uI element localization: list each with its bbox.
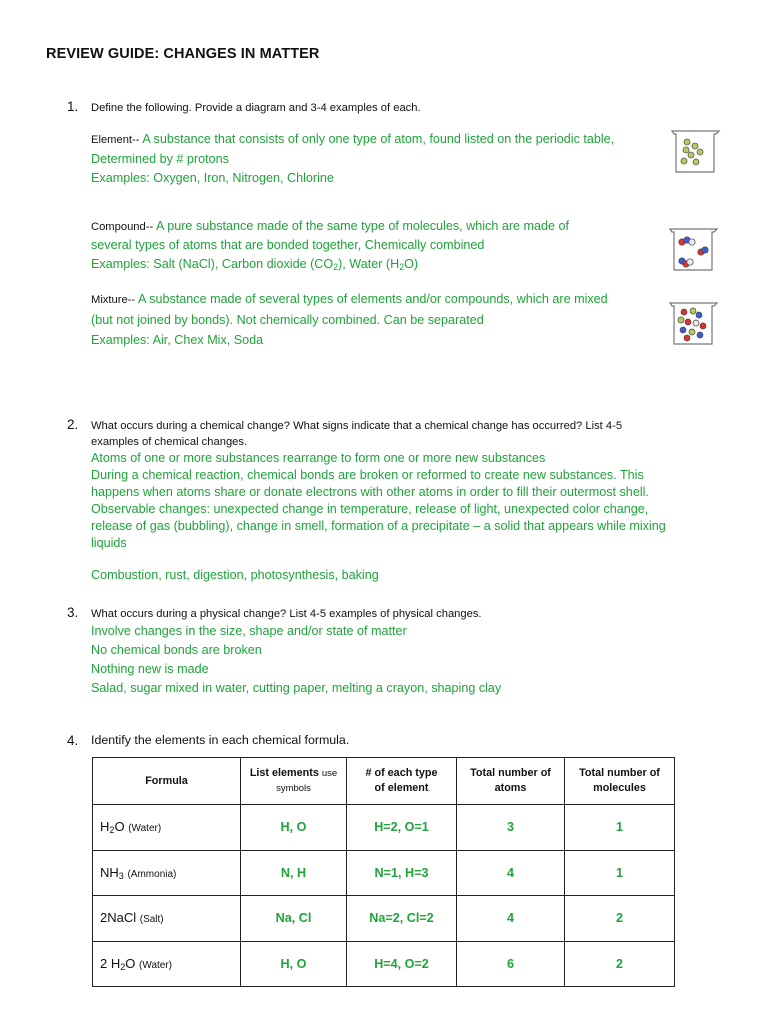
elements-cell: H, O xyxy=(241,941,347,987)
elements-cell: H, O xyxy=(241,805,347,851)
q2-number: 2. xyxy=(67,417,79,432)
header-total-molecules xyxy=(565,758,675,805)
table-row xyxy=(93,896,675,942)
formula-name: (Ammonia) xyxy=(127,868,177,880)
element-term: Element-- xyxy=(91,134,140,146)
formula-subscript: 2 xyxy=(120,961,126,972)
q1-number: 1. xyxy=(67,99,79,114)
header-molecules-a: Total number of xyxy=(579,767,660,779)
formula-name: (Water) xyxy=(139,959,173,971)
q2-answer-line1: Atoms of one or more substances rearrange to form one or more new substances xyxy=(91,451,546,465)
q2-prompt-line1: What occurs during a chemical change? What signs indicate that a chemical change has occurred? List 4-5 xyxy=(91,420,623,432)
total-atoms-cell: 4 xyxy=(457,896,565,942)
page-title: REVIEW GUIDE: CHANGES IN MATTER xyxy=(46,46,320,62)
total-atoms-cell: 4 xyxy=(457,850,565,896)
header-elements-a: List elements xyxy=(249,767,319,779)
q3-block xyxy=(91,606,731,697)
q2-answer-line4: Observable changes: unexpected change in temperature, release of light, unexpected color change, xyxy=(91,502,649,516)
header-formula: Formula xyxy=(93,758,241,805)
compound-def2: several types of atoms that are bonded together, Chemically combined xyxy=(91,238,485,252)
q2-answer-line2: During a chemical reaction, chemical bonds are broken or reformed to create new substances. This xyxy=(91,468,644,482)
table-row xyxy=(93,850,675,896)
q1-prompt: Define the following. Provide a diagram and 3-4 examples of each. xyxy=(91,102,421,114)
formula-cell xyxy=(93,941,241,987)
table-row xyxy=(93,805,675,851)
header-each-a: # of each type xyxy=(365,767,438,779)
total-molecules-cell: 1 xyxy=(565,850,675,896)
q2-answer-line5: release of gas (bubbling), change in smell, formation of a precipitate – a solid that appears while mixing xyxy=(91,519,666,533)
each-type-cell: H=4, O=2 xyxy=(347,941,457,987)
compound-term: Compound-- xyxy=(91,221,154,233)
each-type-cell: Na=2, Cl=2 xyxy=(347,896,457,942)
header-atoms-b: atoms xyxy=(494,782,527,794)
each-type-cell: H=2, O=1 xyxy=(347,805,457,851)
formula-text-post: O xyxy=(125,955,136,971)
header-molecules-b: molecules xyxy=(593,782,646,794)
header-total-atoms xyxy=(457,758,565,805)
header-elements-c: symbols xyxy=(276,783,311,794)
q3-answer-line2: No chemical bonds are broken xyxy=(91,643,262,657)
q4-prompt: Identify the elements in each chemical formula. xyxy=(91,733,350,747)
q3-number: 3. xyxy=(67,605,79,620)
q2-answer-line3: happens when atoms share or donate electrons with other atoms in order to fill their outermost shell. xyxy=(91,485,649,499)
q3-answer-line4: Salad, sugar mixed in water, cutting paper, melting a crayon, shaping clay xyxy=(91,681,502,695)
formula-subscript: 3 xyxy=(118,870,124,881)
element-block xyxy=(91,131,671,187)
mixture-def1: A substance made of several types of elements and/or compounds, which are mixed xyxy=(137,292,608,306)
compound-beaker-diagram xyxy=(668,226,720,274)
mixture-block xyxy=(91,291,671,349)
compound-def1: A pure substance made of the same type of molecules, which are made of xyxy=(156,219,570,233)
elements-cell: Na, Cl xyxy=(241,896,347,942)
element-beaker-diagram xyxy=(670,128,722,176)
q3-answer-line3: Nothing new is made xyxy=(91,662,209,676)
formula-text: H xyxy=(100,819,110,835)
formula-subscript: 2 xyxy=(109,825,115,836)
q3-prompt: What occurs during a physical change? List 4-5 examples of physical changes. xyxy=(91,608,482,620)
formula-cell xyxy=(93,850,241,896)
mixture-term: Mixture-- xyxy=(91,294,136,306)
formula-cell xyxy=(93,896,241,942)
compound-examples-c: O) xyxy=(404,257,419,271)
formula-text: 2 H xyxy=(100,955,121,971)
compound-examples-a: Examples: Salt (NaCl), Carbon dioxide (CO xyxy=(91,257,334,271)
total-molecules-cell: 2 xyxy=(565,941,675,987)
total-molecules-cell: 2 xyxy=(565,896,675,942)
compound-sub-h2o: 2 xyxy=(399,262,405,272)
formula-table xyxy=(92,757,675,987)
table-header-row xyxy=(93,758,675,805)
element-examples: Examples: Oxygen, Iron, Nitrogen, Chlorine xyxy=(91,171,334,185)
total-molecules-cell: 1 xyxy=(565,805,675,851)
elements-cell: N, H xyxy=(241,850,347,896)
formula-name: (Salt) xyxy=(139,914,164,926)
q4-number: 4. xyxy=(67,733,79,748)
q2-examples: Combustion, rust, digestion, photosynthesis, baking xyxy=(91,568,379,582)
element-def1: A substance that consists of only one type of atom, found listed on the periodic table, xyxy=(142,132,615,146)
each-type-cell: N=1, H=3 xyxy=(347,850,457,896)
element-def2: Determined by # protons xyxy=(91,152,229,166)
total-atoms-cell: 6 xyxy=(457,941,565,987)
table-row xyxy=(93,941,675,987)
formula-text-post: O xyxy=(114,819,125,835)
total-atoms-cell: 3 xyxy=(457,805,565,851)
q3-answer-line1: Involve changes in the size, shape and/or state of matter xyxy=(91,624,407,638)
compound-examples-b: ), Water (H xyxy=(338,257,400,271)
formula-text: 2NaCl xyxy=(100,910,137,926)
header-elements xyxy=(241,758,347,805)
header-each-b: of element xyxy=(374,782,429,794)
formula-text: NH xyxy=(100,864,119,880)
q2-block xyxy=(91,418,731,584)
q2-answer-line6: liquids xyxy=(91,536,127,550)
header-atoms-a: Total number of xyxy=(470,767,551,779)
header-elements-b: use xyxy=(321,768,338,779)
mixture-beaker-diagram xyxy=(668,300,720,348)
formula-cell xyxy=(93,805,241,851)
mixture-def2: (but not joined by bonds). Not chemically combined. Can be separated xyxy=(91,313,484,327)
compound-block xyxy=(91,218,671,276)
q2-prompt-line2: examples of chemical changes. xyxy=(91,436,248,448)
formula-name: (Water) xyxy=(128,823,162,835)
mixture-examples: Examples: Air, Chex Mix, Soda xyxy=(91,333,264,347)
header-each-type xyxy=(347,758,457,805)
compound-sub-co2: 2 xyxy=(333,262,339,272)
compound-examples xyxy=(91,256,671,276)
